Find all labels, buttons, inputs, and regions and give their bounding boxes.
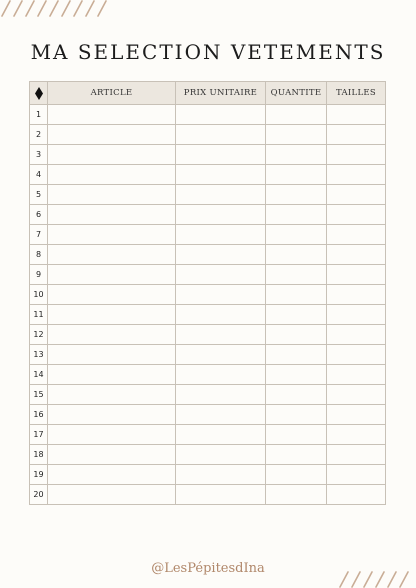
row-number: 2 [30,125,48,145]
tailles-cell[interactable] [327,165,386,185]
row-number: 8 [30,245,48,265]
prix-unitaire-cell[interactable] [176,245,266,265]
article-cell[interactable] [48,445,176,465]
prix-unitaire-cell[interactable] [176,325,266,345]
table-row [30,285,386,305]
prix-unitaire-cell[interactable] [176,125,266,145]
quantite-cell[interactable] [266,245,327,265]
article-cell[interactable] [48,405,176,425]
row-number: 20 [30,485,48,505]
header-article: ARTICLE [48,82,176,105]
table-row [30,185,386,205]
quantite-cell[interactable] [266,125,327,145]
article-cell[interactable] [48,485,176,505]
quantite-cell[interactable] [266,325,327,345]
tailles-cell[interactable] [327,245,386,265]
quantite-cell[interactable] [266,425,327,445]
article-cell[interactable] [48,185,176,205]
quantite-cell[interactable] [266,405,327,425]
decorative-stripes-bottom-right [336,570,416,588]
article-cell[interactable] [48,125,176,145]
article-cell[interactable] [48,265,176,285]
diamond-icon [35,87,43,100]
article-cell[interactable] [48,105,176,125]
prix-unitaire-cell[interactable] [176,465,266,485]
tailles-cell[interactable] [327,445,386,465]
header-tailles: TAILLES [327,82,386,105]
table-row [30,445,386,465]
row-number: 9 [30,265,48,285]
quantite-cell[interactable] [266,105,327,125]
row-number: 3 [30,145,48,165]
prix-unitaire-cell[interactable] [176,305,266,325]
row-number: 17 [30,425,48,445]
tailles-cell[interactable] [327,485,386,505]
quantite-cell[interactable] [266,345,327,365]
quantite-cell[interactable] [266,185,327,205]
tailles-cell[interactable] [327,125,386,145]
row-number: 1 [30,105,48,125]
prix-unitaire-cell[interactable] [176,225,266,245]
table-row [30,205,386,225]
quantite-cell[interactable] [266,465,327,485]
tailles-cell[interactable] [327,425,386,445]
header-quantite: QUANTITE [266,82,327,105]
table-row [30,405,386,425]
prix-unitaire-cell[interactable] [176,365,266,385]
prix-unitaire-cell[interactable] [176,265,266,285]
tailles-cell[interactable] [327,285,386,305]
prix-unitaire-cell[interactable] [176,145,266,165]
prix-unitaire-cell[interactable] [176,425,266,445]
table-row [30,325,386,345]
tailles-cell[interactable] [327,405,386,425]
row-number: 10 [30,285,48,305]
tailles-cell[interactable] [327,185,386,205]
row-number: 12 [30,325,48,345]
table-row [30,485,386,505]
tailles-cell[interactable] [327,465,386,485]
quantite-cell[interactable] [266,265,327,285]
tailles-cell[interactable] [327,365,386,385]
row-number: 6 [30,205,48,225]
article-cell[interactable] [48,345,176,365]
prix-unitaire-cell[interactable] [176,165,266,185]
table-header-row [30,82,386,105]
selection-table [29,81,386,505]
tailles-cell[interactable] [327,265,386,285]
quantite-cell[interactable] [266,485,327,505]
prix-unitaire-cell[interactable] [176,445,266,465]
page-title: MA SELECTION VETEMENTS [30,40,386,64]
tailles-cell[interactable] [327,305,386,325]
table-row [30,265,386,285]
quantite-cell[interactable] [266,365,327,385]
prix-unitaire-cell[interactable] [176,185,266,205]
row-number: 5 [30,185,48,205]
prix-unitaire-cell[interactable] [176,105,266,125]
row-number: 16 [30,405,48,425]
quantite-cell[interactable] [266,145,327,165]
quantite-cell[interactable] [266,285,327,305]
quantite-cell[interactable] [266,165,327,185]
article-cell[interactable] [48,325,176,345]
article-cell[interactable] [48,365,176,385]
tailles-cell[interactable] [327,105,386,125]
article-cell[interactable] [48,285,176,305]
table-row [30,385,386,405]
footer-handle: @LesPépitesdIna [151,561,265,576]
table-row [30,465,386,485]
tailles-cell[interactable] [327,145,386,165]
prix-unitaire-cell[interactable] [176,405,266,425]
prix-unitaire-cell[interactable] [176,385,266,405]
table-row [30,305,386,325]
row-number: 19 [30,465,48,485]
tailles-cell[interactable] [327,345,386,365]
article-cell[interactable] [48,165,176,185]
table-row [30,425,386,445]
table-row [30,245,386,265]
prix-unitaire-cell[interactable] [176,345,266,365]
table-row [30,105,386,125]
prix-unitaire-cell[interactable] [176,285,266,305]
quantite-cell[interactable] [266,205,327,225]
quantite-cell[interactable] [266,225,327,245]
prix-unitaire-cell[interactable] [176,485,266,505]
table-row [30,145,386,165]
row-number: 7 [30,225,48,245]
article-cell[interactable] [48,225,176,245]
tailles-cell[interactable] [327,325,386,345]
article-cell[interactable] [48,245,176,265]
row-number: 14 [30,365,48,385]
row-number: 18 [30,445,48,465]
article-cell[interactable] [48,145,176,165]
decorative-stripes-top-left [0,0,110,18]
header-prix-unitaire: PRIX UNITAIRE [176,82,266,105]
marker-header [30,82,48,105]
article-cell[interactable] [48,425,176,445]
tailles-cell[interactable] [327,385,386,405]
table-row [30,125,386,145]
table-row [30,345,386,365]
row-number: 11 [30,305,48,325]
table-row [30,165,386,185]
article-cell[interactable] [48,385,176,405]
quantite-cell[interactable] [266,305,327,325]
article-cell[interactable] [48,465,176,485]
tailles-cell[interactable] [327,205,386,225]
tailles-cell[interactable] [327,225,386,245]
row-number: 15 [30,385,48,405]
row-number: 4 [30,165,48,185]
quantite-cell[interactable] [266,445,327,465]
article-cell[interactable] [48,305,176,325]
table-row [30,225,386,245]
quantite-cell[interactable] [266,385,327,405]
article-cell[interactable] [48,205,176,225]
row-number: 13 [30,345,48,365]
table-row [30,365,386,385]
prix-unitaire-cell[interactable] [176,205,266,225]
